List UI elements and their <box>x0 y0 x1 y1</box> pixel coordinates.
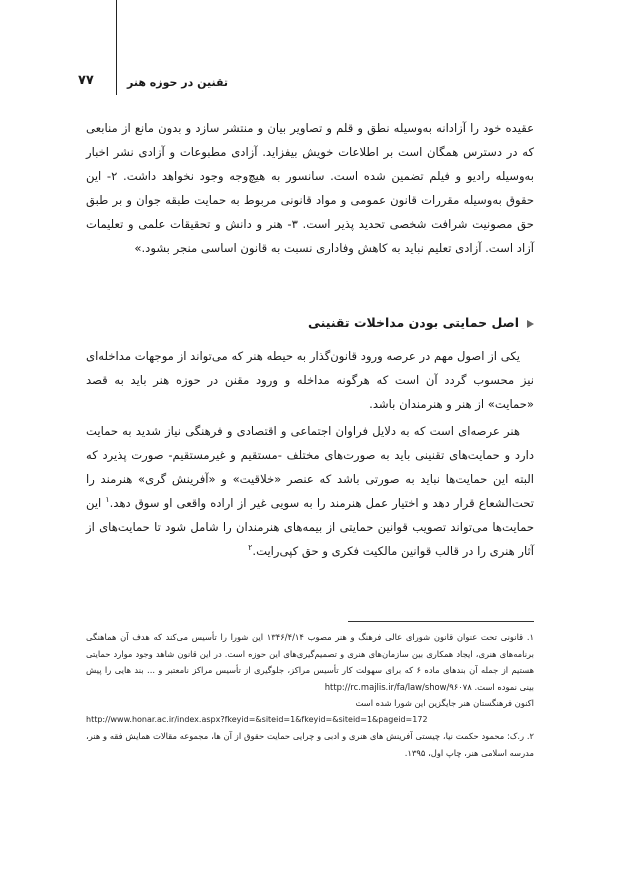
section-heading <box>86 315 534 330</box>
section-heading-text: اصل حمایتی بودن مداخلات تقنینی <box>307 315 519 330</box>
footnotes <box>86 629 534 761</box>
footnote-2: ۲. ر.ک: محمود حکمت نیا، چیستی آفرینش های هنری و ادبی و چرایی حمایت حقوق از آن ها، مجموعه مقالات همایش فقه و هنر، مدرسه اسلامی هنر، چاپ اول، ۱۳۹۵. <box>86 731 534 758</box>
footnote-ref-2[interactable]: ۲ <box>248 543 253 553</box>
footnote-1: ۱. قانونی تحت عنوان قانون شورای عالی فرهنگ و هنر مصوب ۱۳۴۶/۴/۱۴ این شورا را تأسیس می‌کند که هدف آن هماهنگی برنامه‌های هنری، ایجاد همکاری بین سازمان‌های هنری و تصمیم‌گیری‌های این حوزه است. در این قانون شاهد وجود موارد حمایتی هستیم از جمله آن بندهای ماده ۶ که برای سهولت کار تأسیس مراکز، جلوگیری از تأسیس مراکز نامعتبر و ... بند هایی را پیش بینی نموده است. http://rc.majlis.ir/fa/law/show/۹۶۰۷۸ <box>86 632 534 692</box>
paragraph-quote-continuation: عقیده خود را آزادانه به‌وسیله نطق و قلم و تصاویر بیان و منتشر سازد و بدون مانع از منابعی که در دسترس همگان است بر اطلاعات خویش بیفزاید. آزادی مطبوعات و آزادی نشر اخبار به‌وسیله رادیو و فیلم تضمین شده است. سانسور به هیچ‌وجه وجود نخواهد داشت. ۲- این حقوق به‌وسیله مقررات قانون عمومی و مواد قانونی مربوط به حمایت طبقه جوان و بر طبق حق مصونیت شرافت شخصی تحدید پذیر است. ۳- هنر و دانش و تحقیقات علمی و تعلیمات آزاد است. آزادی تعلیم نباید به کاهش وفاداری نسبت به قانون اساسی منجر بشود.» <box>86 121 534 255</box>
running-title: تقنین در حوزه هنر <box>127 76 229 89</box>
paragraph-principle: یکی از اصول مهم در عرصه ورود قانون‌گذار به حیطه هنر که می‌تواند از موجهات مداخله‌ای نیز محسوب گردد آن است که هرگونه مداخله و ورود مقنن در حوزه هنر باید به قصد «حمایت» از هنر و هنرمندان باشد. <box>86 349 534 411</box>
page-number: ۷۷ <box>78 73 94 88</box>
triangle-bullet-icon <box>527 320 534 328</box>
header-vertical-rule <box>116 0 117 95</box>
paragraph-support-text: هنر عرصه‌ای است که به دلایل فراوان اجتماعی و اقتصادی و فرهنگی نیاز شدید به حمایت دارد و حمایت‌های تقنینی باید به صورت‌های مختلف -مستقیم و غیرمستقیم- صورت پذیرد که البته این حمایت‌ها نباید به صورتی باشد که عنصر «خلاقیت» و «آفرینش گری» هنرمند را تحت‌الشعاع قرار دهد و اختیار عمل هنرمند را به سویی غیر از اراده واقعی او سوق دهد. <box>86 424 534 510</box>
footnote-1-note: اکنون فرهنگستان هنر جایگزین این شورا شده است <box>355 698 534 708</box>
footnote-separator <box>348 621 534 622</box>
footnote-ref-1[interactable]: ۱ <box>105 495 110 505</box>
footnote-1-url[interactable]: http://www.honar.ac.ir/index.aspx?fkeyid=&siteid=1&fkeyid=&siteid=1&pageid=172 <box>86 714 428 724</box>
paragraph-support <box>86 419 534 563</box>
paragraph-support-tail: این حمایت‌ها می‌تواند تصویب قوانین حمایتی از بیمه‌های هنرمندان را شامل شود تا حمایت‌های از آثار هنری را در قالب قوانین مالکیت فکری و حق کپی‌رایت. <box>86 496 534 558</box>
